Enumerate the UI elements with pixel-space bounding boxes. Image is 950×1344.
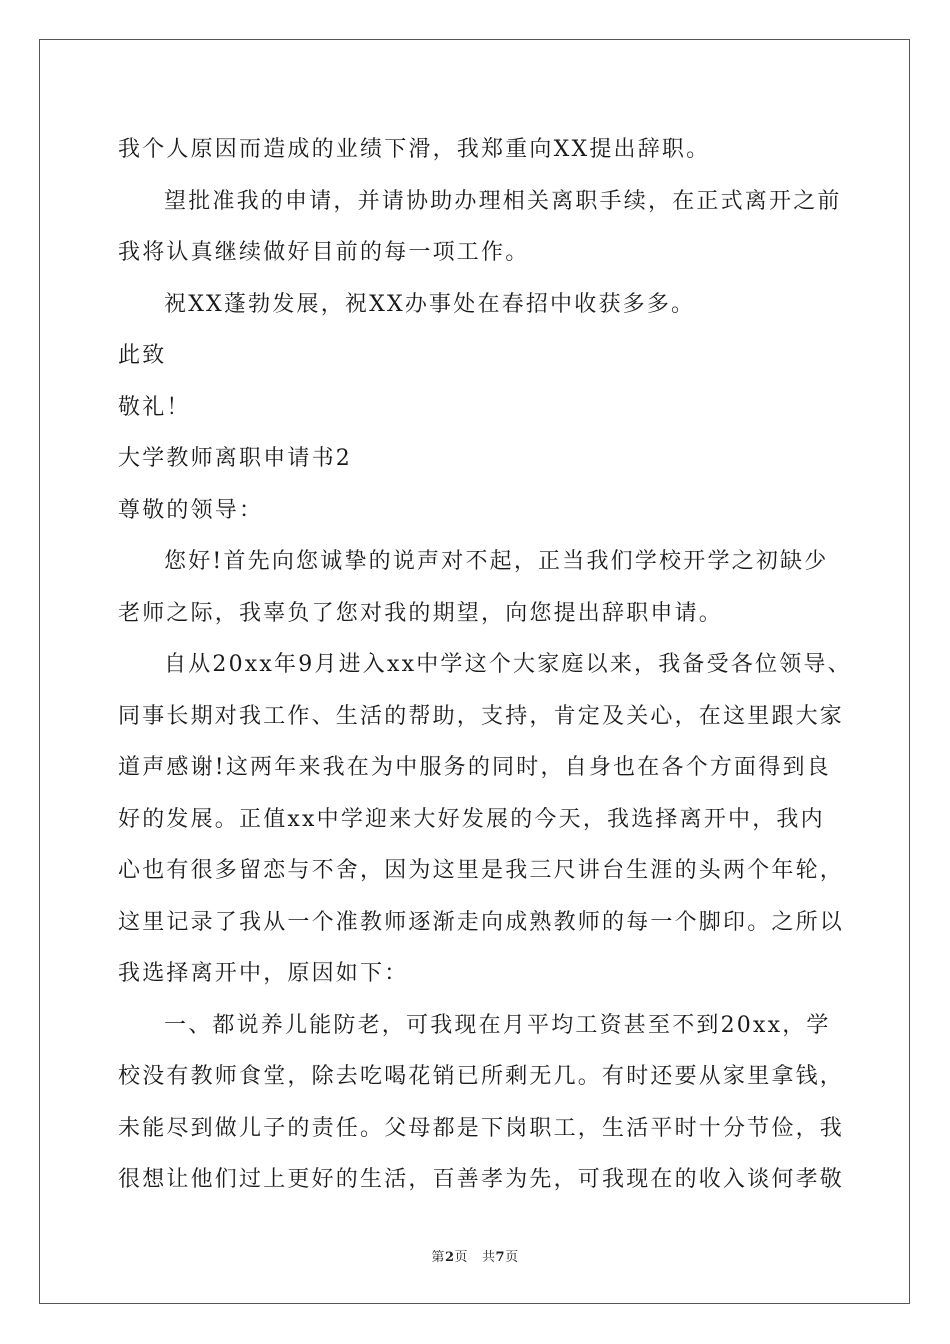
paragraph-line: 很想让他们过上更好的生活，百善孝为先，可我现在的收入谈何孝敬 bbox=[118, 1167, 845, 1192]
document-body bbox=[118, 124, 852, 1206]
page-footer bbox=[0, 1246, 950, 1265]
total-prefix: 共 bbox=[482, 1250, 496, 1265]
total-suffix: 页 bbox=[505, 1250, 519, 1265]
page-total bbox=[482, 1250, 519, 1265]
page-number bbox=[431, 1250, 468, 1265]
paragraph-line: 一、都说养儿能防老，可我现在月平均工资甚至不到20xx，学 bbox=[164, 1012, 831, 1038]
paragraph-line: 未能尽到做儿子的责任。父母都是下岗职工，生活平时十分节俭，我 bbox=[118, 1115, 845, 1141]
paragraph-line: 我将认真继续做好目前的每一项工作。 bbox=[118, 240, 530, 265]
closing-regards: 敬礼！ bbox=[118, 394, 191, 420]
paragraph-line: 校没有教师食堂，除去吃喝花销已所剩无几。有时还要从家里拿钱， bbox=[118, 1064, 845, 1089]
paragraph-line: 您好!首先向您诚挚的说声对不起，正当我们学校开学之初缺少 bbox=[164, 549, 829, 574]
paragraph-line: 同事长期对我工作、生活的帮助，支持，肯定及关心，在这里跟大家 bbox=[118, 703, 845, 729]
section-title: 大学教师离职申请书2 bbox=[118, 446, 352, 471]
paragraph-line: 自从20xx年9月进入xx中学这个大家庭以来，我备受各位领导、 bbox=[164, 652, 852, 677]
paragraph-line: 心也有很多留恋与不舍，因为这里是我三尺讲台生涯的头两个年轮， bbox=[118, 858, 845, 883]
paragraph-line: 祝XX蓬勃发展，祝XX办事处在春招中收获多多。 bbox=[164, 291, 696, 317]
current-page: 2 bbox=[444, 1250, 455, 1265]
paragraph-line: 望批准我的申请，并请协助办理相关离职手续，在正式离开之前 bbox=[164, 188, 842, 214]
page-prefix: 第 bbox=[431, 1250, 445, 1265]
paragraph-line: 老师之际，我辜负了您对我的期望，向您提出辞职申请。 bbox=[118, 600, 724, 626]
paragraph-line: 我选择离开中，原因如下： bbox=[118, 961, 409, 986]
paragraph-line: 这里记录了我从一个准教师逐渐走向成熟教师的每一个脚印。之所以 bbox=[118, 909, 845, 935]
greeting: 尊敬的领导： bbox=[118, 497, 264, 523]
paragraph-line: 道声感谢!这两年来我在为中服务的同时，自身也在各个方面得到良 bbox=[118, 755, 831, 780]
page-suffix: 页 bbox=[454, 1250, 468, 1265]
total-pages: 7 bbox=[495, 1250, 506, 1265]
paragraph-line: 好的发展。正值xx中学迎来大好发展的今天，我选择离开中，我内 bbox=[118, 806, 825, 832]
paragraph-line: 我个人原因而造成的业绩下滑，我郑重向XX提出辞职。 bbox=[118, 137, 711, 162]
closing-salutation: 此致 bbox=[118, 343, 167, 368]
